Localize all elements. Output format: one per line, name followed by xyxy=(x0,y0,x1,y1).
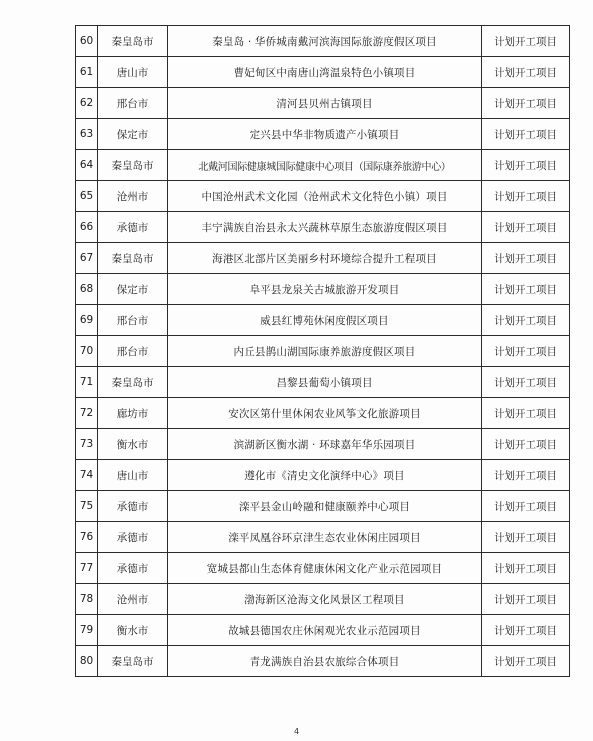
project-name-cell: 滦平县金山岭融和健康颐养中心项目 xyxy=(168,491,482,522)
table-row xyxy=(76,305,570,336)
project-name-cell: 青龙满族自治县农旅综合体项目 xyxy=(168,646,482,677)
status-cell: 计划开工项目 xyxy=(482,150,570,181)
project-name-cell: 丰宁满族自治县永太兴蔬林草原生态旅游度假区项目 xyxy=(168,212,482,243)
table-row xyxy=(76,119,570,150)
city-cell: 沧州市 xyxy=(98,181,168,212)
status-cell: 计划开工项目 xyxy=(482,367,570,398)
table-row xyxy=(76,398,570,429)
row-number: 71 xyxy=(76,367,98,398)
row-number: 64 xyxy=(76,150,98,181)
status-cell: 计划开工项目 xyxy=(482,212,570,243)
table-row xyxy=(76,57,570,88)
table-row xyxy=(76,181,570,212)
status-cell: 计划开工项目 xyxy=(482,460,570,491)
table-row xyxy=(76,150,570,181)
status-cell: 计划开工项目 xyxy=(482,26,570,57)
row-number: 80 xyxy=(76,646,98,677)
project-name-cell: 遵化市《清史文化演绎中心》项目 xyxy=(168,460,482,491)
row-number: 72 xyxy=(76,398,98,429)
row-number: 69 xyxy=(76,305,98,336)
city-cell: 秦皇岛市 xyxy=(98,367,168,398)
status-cell: 计划开工项目 xyxy=(482,491,570,522)
project-name-cell: 阜平县龙泉关古城旅游开发项目 xyxy=(168,274,482,305)
project-name-cell: 滦平凤凰谷环京津生态农业休闲庄园项目 xyxy=(168,522,482,553)
status-cell: 计划开工项目 xyxy=(482,429,570,460)
city-cell: 衡水市 xyxy=(98,429,168,460)
project-table xyxy=(75,25,570,677)
table-row xyxy=(76,88,570,119)
city-cell: 秦皇岛市 xyxy=(98,150,168,181)
status-cell: 计划开工项目 xyxy=(482,336,570,367)
row-number: 70 xyxy=(76,336,98,367)
row-number: 79 xyxy=(76,615,98,646)
city-cell: 保定市 xyxy=(98,119,168,150)
row-number: 63 xyxy=(76,119,98,150)
table-row xyxy=(76,522,570,553)
status-cell: 计划开工项目 xyxy=(482,88,570,119)
status-cell: 计划开工项目 xyxy=(482,57,570,88)
project-name-cell: 故城县德国农庄休闲观光农业示范园项目 xyxy=(168,615,482,646)
table-row xyxy=(76,460,570,491)
table-row xyxy=(76,429,570,460)
row-number: 60 xyxy=(76,26,98,57)
row-number: 75 xyxy=(76,491,98,522)
project-name-cell: 滨湖新区衡水湖 · 环球嘉年华乐园项目 xyxy=(168,429,482,460)
status-cell: 计划开工项目 xyxy=(482,119,570,150)
status-cell: 计划开工项目 xyxy=(482,305,570,336)
project-name-cell: 宽城县都山生态体育健康休闲文化产业示范园项目 xyxy=(168,553,482,584)
status-cell: 计划开工项目 xyxy=(482,243,570,274)
status-cell: 计划开工项目 xyxy=(482,274,570,305)
city-cell: 承德市 xyxy=(98,553,168,584)
project-name-cell: 内丘县鹊山湖国际康养旅游度假区项目 xyxy=(168,336,482,367)
table-row xyxy=(76,646,570,677)
table-row xyxy=(76,367,570,398)
row-number: 68 xyxy=(76,274,98,305)
project-name-cell: 曹妃甸区中南唐山湾温泉特色小镇项目 xyxy=(168,57,482,88)
city-cell: 承德市 xyxy=(98,491,168,522)
row-number: 62 xyxy=(76,88,98,119)
status-cell: 计划开工项目 xyxy=(482,522,570,553)
status-cell: 计划开工项目 xyxy=(482,553,570,584)
project-name-cell: 威县红博苑休闲度假区项目 xyxy=(168,305,482,336)
row-number: 65 xyxy=(76,181,98,212)
row-number: 77 xyxy=(76,553,98,584)
row-number: 67 xyxy=(76,243,98,274)
table-row xyxy=(76,212,570,243)
row-number: 74 xyxy=(76,460,98,491)
table-row xyxy=(76,615,570,646)
city-cell: 邢台市 xyxy=(98,88,168,119)
table-row xyxy=(76,584,570,615)
row-number: 61 xyxy=(76,57,98,88)
status-cell: 计划开工项目 xyxy=(482,181,570,212)
city-cell: 衡水市 xyxy=(98,615,168,646)
table-row xyxy=(76,491,570,522)
city-cell: 唐山市 xyxy=(98,460,168,491)
status-cell: 计划开工项目 xyxy=(482,584,570,615)
project-name-cell: 定兴县中华非物质遗产小镇项目 xyxy=(168,119,482,150)
project-name-cell: 清河县贝州古镇项目 xyxy=(168,88,482,119)
page-number: 4 xyxy=(293,727,300,736)
table-row xyxy=(76,26,570,57)
project-name-cell: 秦皇岛 · 华侨城南戴河滨海国际旅游度假区项目 xyxy=(168,26,482,57)
city-cell: 承德市 xyxy=(98,522,168,553)
project-name-cell: 中国沧州武术文化园（沧州武术文化特色小镇）项目 xyxy=(168,181,482,212)
city-cell: 唐山市 xyxy=(98,57,168,88)
row-number: 78 xyxy=(76,584,98,615)
city-cell: 邢台市 xyxy=(98,305,168,336)
row-number: 73 xyxy=(76,429,98,460)
project-name-cell: 渤海新区沧海文化风景区工程项目 xyxy=(168,584,482,615)
table-row xyxy=(76,553,570,584)
status-cell: 计划开工项目 xyxy=(482,615,570,646)
city-cell: 邢台市 xyxy=(98,336,168,367)
city-cell: 秦皇岛市 xyxy=(98,646,168,677)
table-row xyxy=(76,243,570,274)
project-name-cell: 北戴河国际健康城国际健康中心项目（国际康养旅游中心） xyxy=(168,150,482,181)
city-cell: 保定市 xyxy=(98,274,168,305)
status-cell: 计划开工项目 xyxy=(482,646,570,677)
table-row xyxy=(76,336,570,367)
city-cell: 廊坊市 xyxy=(98,398,168,429)
status-cell: 计划开工项目 xyxy=(482,398,570,429)
table-row xyxy=(76,274,570,305)
city-cell: 沧州市 xyxy=(98,584,168,615)
row-number: 66 xyxy=(76,212,98,243)
row-number: 76 xyxy=(76,522,98,553)
project-name-cell: 海港区北部片区美丽乡村环境综合提升工程项目 xyxy=(168,243,482,274)
city-cell: 秦皇岛市 xyxy=(98,243,168,274)
city-cell: 承德市 xyxy=(98,212,168,243)
project-name-cell: 昌黎县葡萄小镇项目 xyxy=(168,367,482,398)
project-name-cell: 安次区第什里休闲农业风筝文化旅游项目 xyxy=(168,398,482,429)
city-cell: 秦皇岛市 xyxy=(98,26,168,57)
